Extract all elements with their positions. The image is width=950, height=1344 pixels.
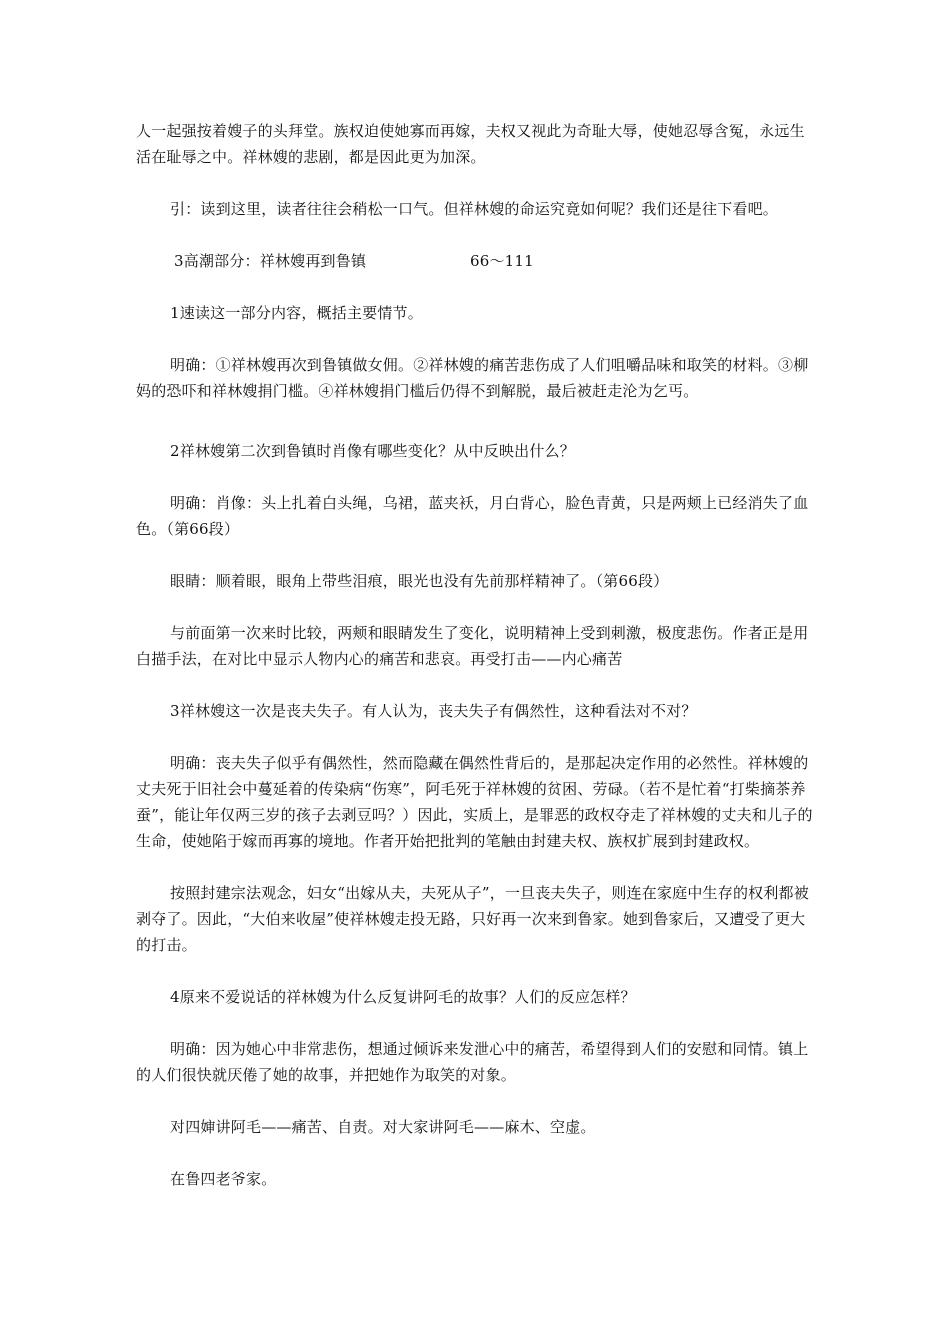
document-body	[136, 118, 816, 1192]
answer-3-continued: 按照封建宗法观念，妇女“出嫁从夫，夫死从子”，一旦丧夫失子，则连在家庭中生存的权利都被剥夺了。因此，“大伯来收屋”使祥林嫂走投无路，只好再一次来到鲁家。她到鲁家后，又遭受了更大的打击。	[136, 884, 809, 954]
answer-2-comparison: 与前面第一次来时比较，两颊和眼睛发生了变化，说明精神上受到刺激，极度悲伤。作者正是用白描手法，在对比中显示人物内心的痛苦和悲哀。再受打击——内心痛苦	[136, 624, 809, 668]
question-4: 4原来不爱说话的祥林嫂为什么反复讲阿毛的故事？人们的反应怎样？	[170, 988, 636, 1006]
answer-1: 明确：①祥林嫂再次到鲁镇做女佣。②祥林嫂的痛苦悲伤成了人们咀嚼品味和取笑的材料。③柳妈的恐吓和祥林嫂捐门槛。④祥林嫂捐门槛后仍得不到解脱，最后被赶走沦为乞丐。	[136, 356, 809, 400]
section-heading	[136, 248, 816, 274]
section-title: 3高潮部分：祥林嫂再到鲁镇	[174, 252, 367, 270]
paragraph-continuation: 人一起强按着嫂子的头拜堂。族权迫使她寡而再嫁，夫权又视此为奇耻大辱，使她忍辱含冤，永远生活在耻辱之中。祥林嫂的悲剧，都是因此更为加深。	[136, 122, 805, 166]
answer-2-portrait: 明确：肖像：头上扎着白头绳，乌裙，蓝夹袄，月白背心，脸色青黄，只是两颊上已经消失了血色。（第66段）	[136, 494, 809, 538]
section-range: 66～111	[470, 252, 534, 270]
question-1: 1速读这一部分内容，概括主要情节。	[170, 304, 423, 322]
answer-3: 明确：丧夫失子似乎有偶然性，然而隐藏在偶然性背后的，是那起决定作用的必然性。祥林嫂的丈夫死于旧社会中蔓延着的传染病“伤寒”，阿毛死于祥林嫂的贫困、劳碌。（若不是忙着“打柴摘茶养蚕”，能让年仅两三岁的孩子去剥豆吗？）因此，实质上，是罪恶的政权夺走了祥林嫂的丈夫和儿子的生命，使她陷于嫁而再寡的境地。作者开始把批判的笔触由封建夫权、族权扩展到封建政权。	[136, 754, 813, 850]
answer-4-location: 在鲁四老爷家。	[170, 1170, 277, 1188]
question-3: 3祥林嫂这一次是丧夫失子。有人认为，丧夫失子有偶然性，这种看法对不对？	[170, 702, 697, 720]
question-2: 2祥林嫂第二次到鲁镇时肖像有哪些变化？从中反映出什么？	[170, 442, 575, 460]
answer-2-eyes: 眼睛：顺着眼，眼角上带些泪痕，眼光也没有先前那样精神了。（第66段）	[170, 572, 669, 590]
paragraph-transition: 引：读到这里，读者往往会稍松一口气。但祥林嫂的命运究竟如何呢？我们还是往下看吧。	[170, 200, 779, 218]
answer-4: 明确：因为她心中非常悲伤，想通过倾诉来发泄心中的痛苦，希望得到人们的安慰和同情。镇上的人们很快就厌倦了她的故事，并把她作为取笑的对象。	[136, 1040, 809, 1084]
answer-4-contrast: 对四婶讲阿毛——痛苦、自责。对大家讲阿毛——麻木、空虚。	[170, 1118, 596, 1136]
